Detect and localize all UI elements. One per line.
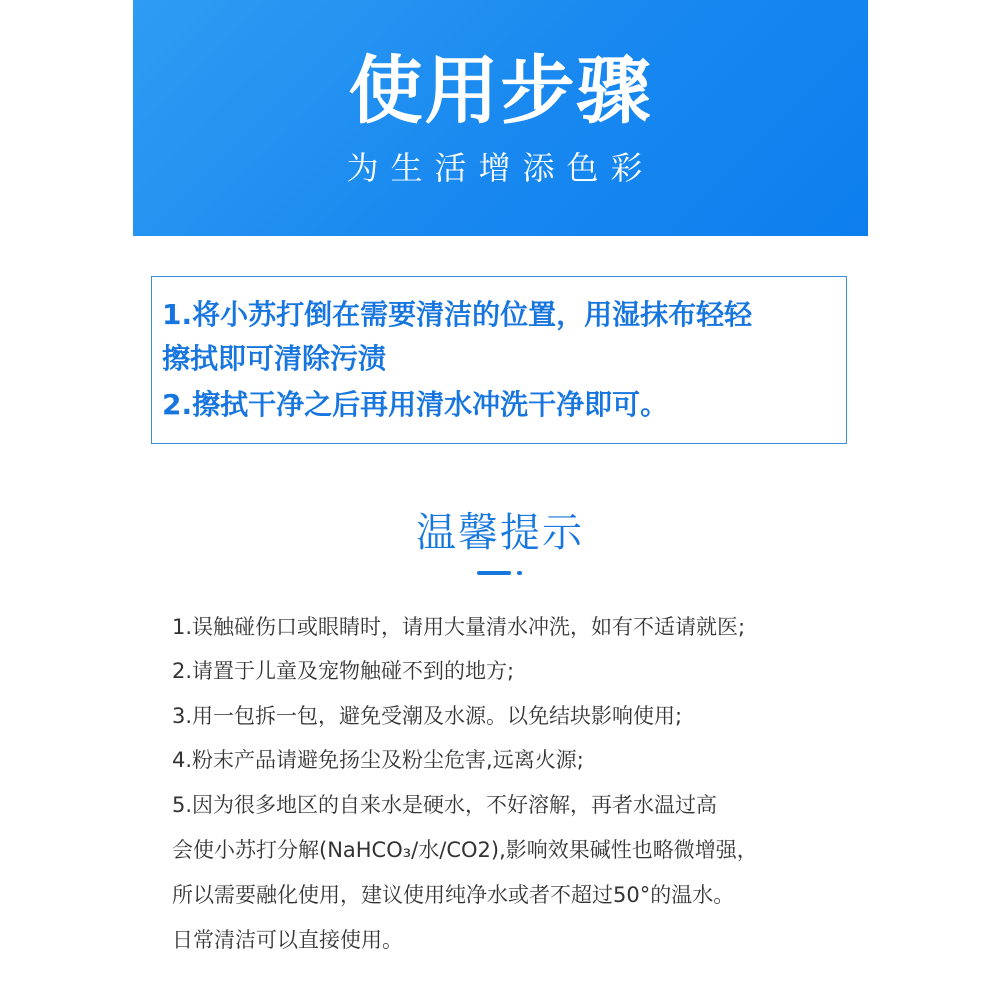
heading-underline-dot — [517, 571, 522, 575]
tip-line: 会使小苏打分解(NaHCO₃/水/CO2),影响效果碱性也略微增强， — [172, 838, 758, 862]
tip-line: 1.误触碰伤口或眼睛时，请用大量清水冲洗，如有不适请就医; — [172, 615, 746, 639]
step-line: 1.将小苏打倒在需要清洁的位置，用湿抹布轻轻 — [162, 298, 753, 331]
usage-steps-box — [151, 276, 847, 444]
step-line: 2.擦拭干净之后再用清水冲洗干净即可。 — [162, 388, 669, 421]
heading-underline — [477, 571, 511, 575]
tip-line: 所以需要融化使用，建议使用纯净水或者不超过50°的温水。 — [172, 883, 735, 907]
page-subtitle: 为生活增添色彩 — [346, 149, 655, 187]
page-title: 使用步骤 — [348, 48, 653, 134]
step-line: 擦拭即可清除污渍 — [162, 342, 387, 375]
tip-line: 4.粉末产品请避免扬尘及粉尘危害,远离火源; — [172, 748, 584, 772]
tip-line: 5.因为很多地区的自来水是硬水，不好溶解，再者水温过高 — [172, 793, 718, 817]
tip-line: 3.用一包拆一包，避免受潮及水源。以免结块影响使用; — [172, 704, 683, 728]
header-banner — [133, 0, 868, 236]
tip-line: 2.请置于儿童及宠物触碰不到的地方; — [172, 659, 515, 683]
tips-heading: 温馨提示 — [416, 510, 584, 556]
tip-line: 日常清洁可以直接使用。 — [172, 928, 403, 952]
